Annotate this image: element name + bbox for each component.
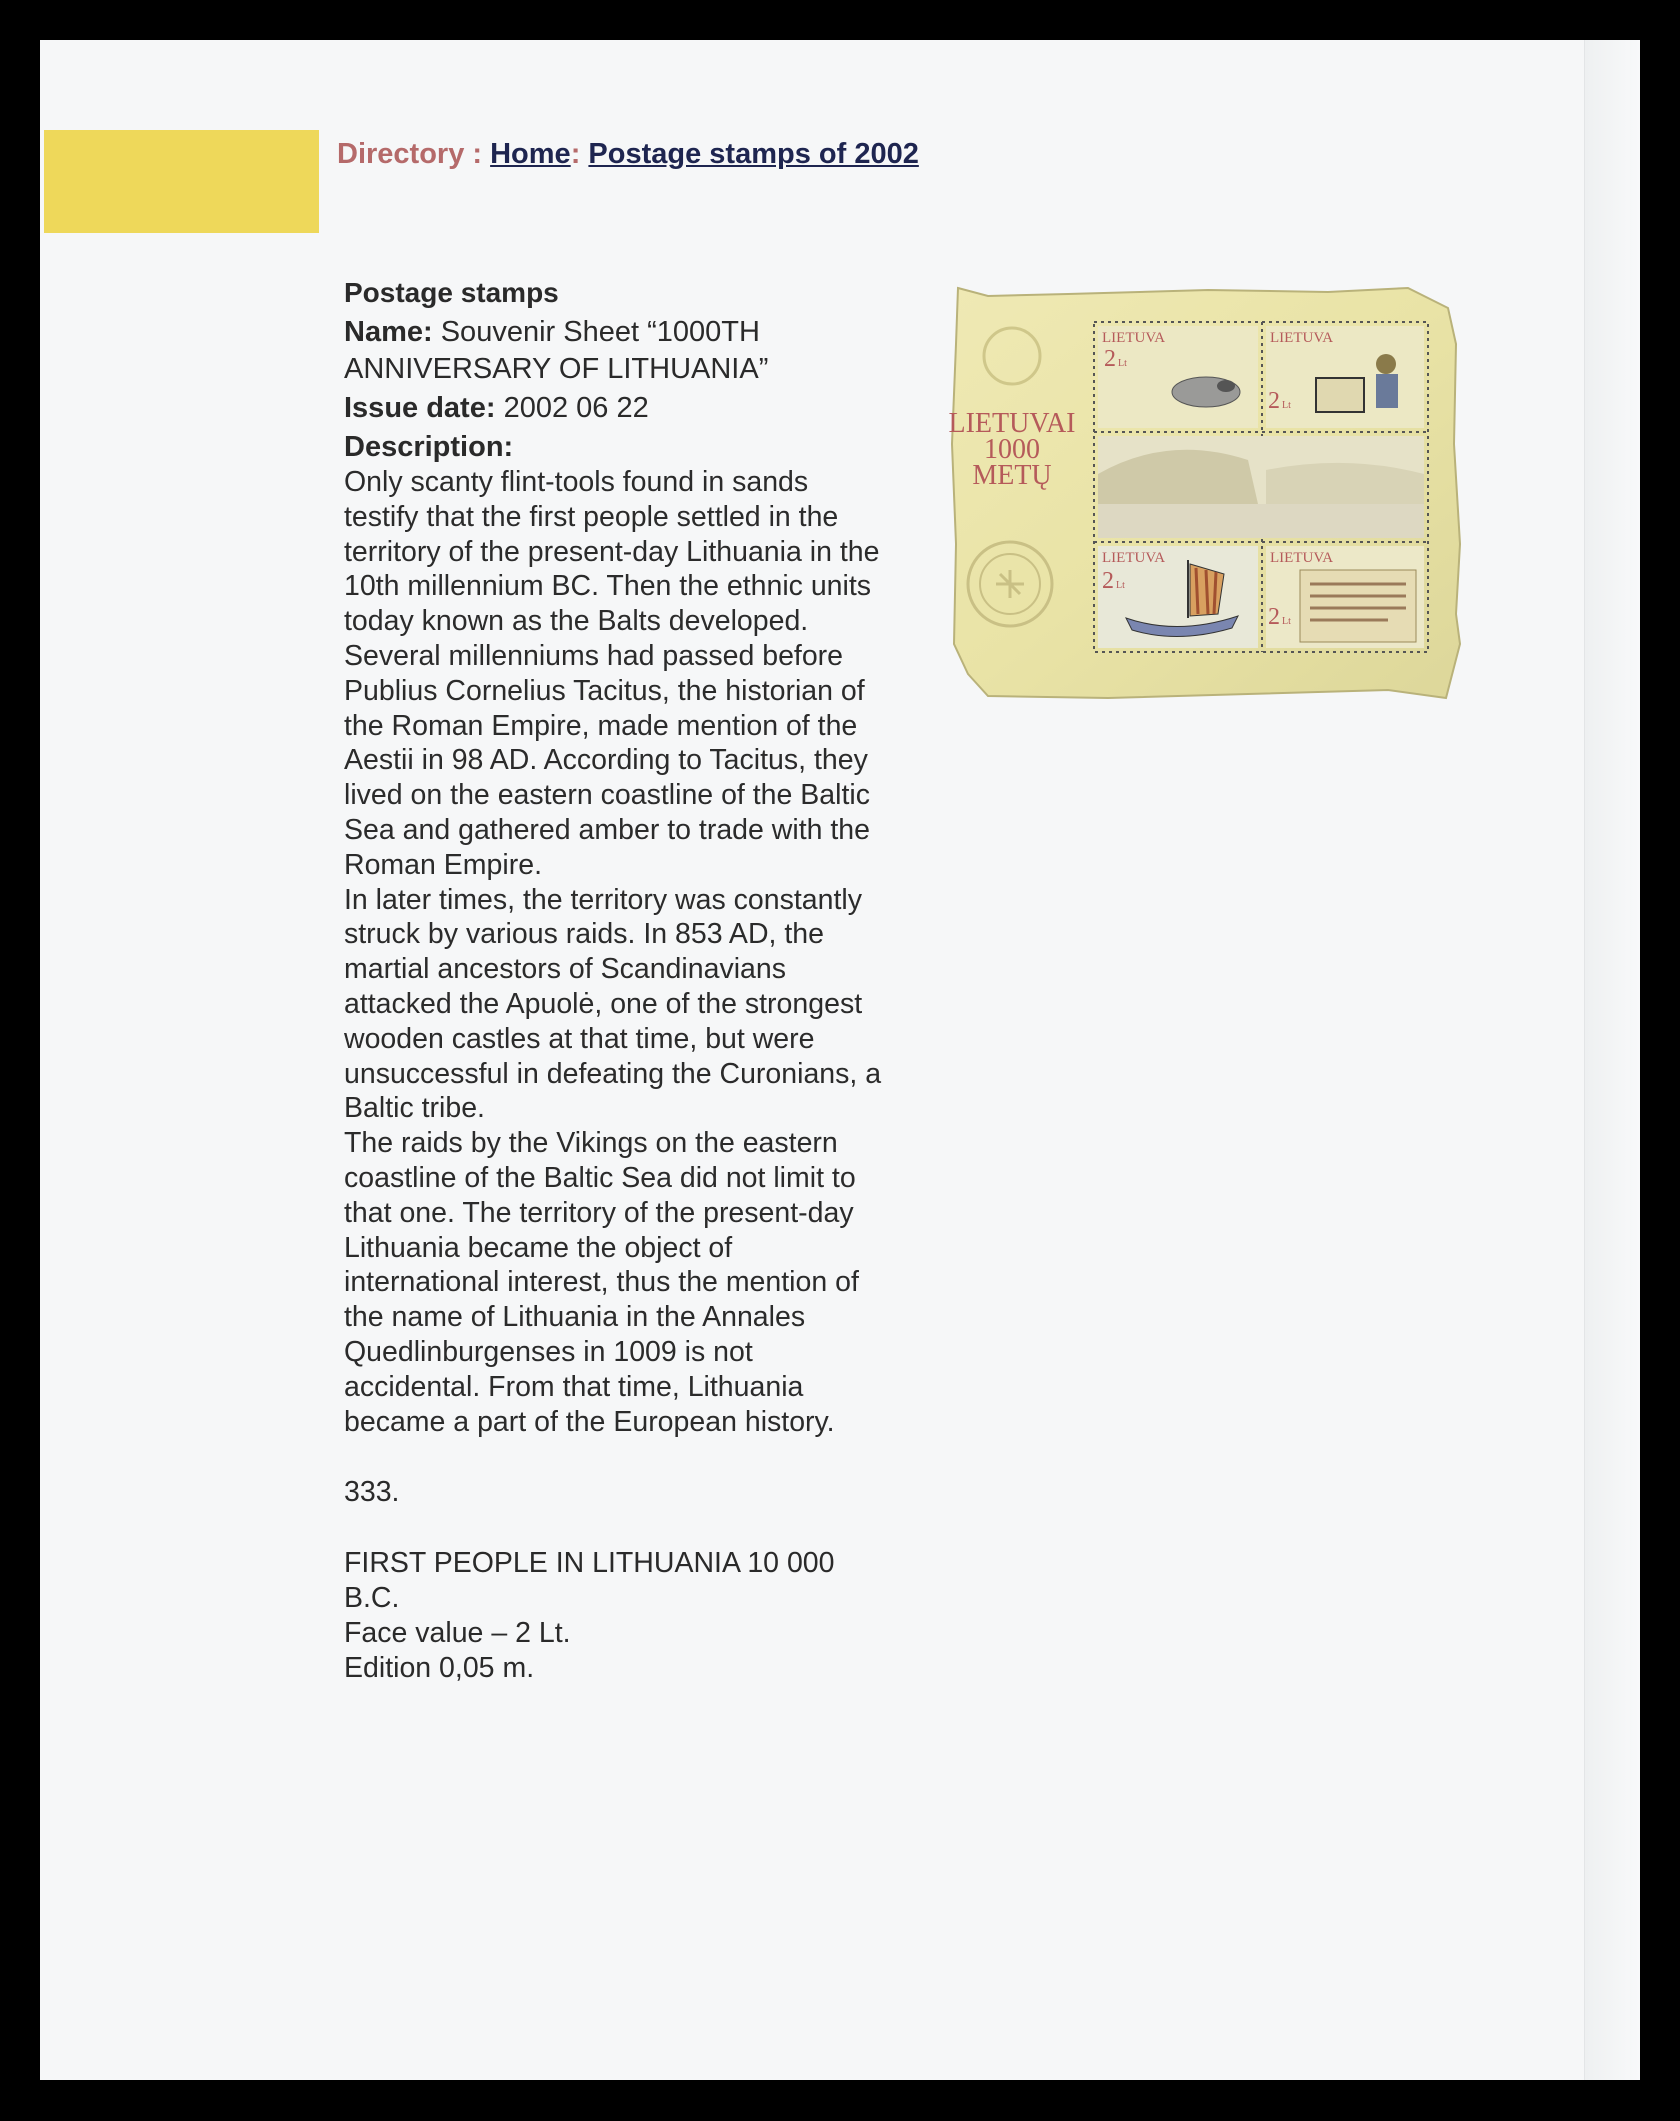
stamp-value: 2 — [1104, 346, 1116, 372]
stamp-country: LIETUVA — [1102, 330, 1166, 346]
stamp-note-line: Edition 0,05 m. — [344, 1651, 535, 1684]
landscape-panel — [1098, 436, 1424, 538]
stamp-number: 333. — [344, 1476, 400, 1509]
stamp-note-line: FIRST PEOPLE IN LITHUANIA 10 000 — [344, 1547, 835, 1580]
description-paragraph: In later times, the territory was constantly struck by various raids. In 853 AD, the martial ancestors of Scandinavians attacked the Apuolė, one of the strongest wooden castles at that time, but were unsuccessful in defeating the Curonians, a Baltic tribe. — [344, 883, 882, 1125]
souvenir-sheet-image — [948, 284, 1464, 702]
stamp-details — [344, 274, 944, 1685]
name-field — [344, 314, 944, 388]
desk-icon — [1316, 378, 1364, 412]
stamp-note-line: Face value – 2 Lt. — [344, 1616, 571, 1649]
stamp-value: 2 — [1268, 604, 1280, 630]
stamp-unit: Lt — [1282, 616, 1291, 627]
issue-date-field — [344, 390, 944, 427]
stamp-flint-tool — [1098, 326, 1258, 428]
stamp-notes — [344, 1475, 944, 1685]
stamp-viking-ship — [1098, 546, 1258, 648]
description-label: Description: — [344, 431, 514, 463]
stamp-manuscript — [1266, 546, 1424, 648]
stamp-unit: Lt — [1118, 358, 1127, 369]
stamp-note-line: B.C. — [344, 1581, 400, 1614]
issue-date-label: Issue date: — [344, 392, 496, 424]
issue-date-value: 2002 06 22 — [503, 392, 649, 424]
breadcrumb — [337, 138, 919, 171]
breadcrumb-prefix: Directory : — [337, 138, 483, 170]
breadcrumb-home-link[interactable]: Home — [490, 138, 571, 170]
description-paragraph: The raids by the Vikings on the eastern coastline of the Baltic Sea did not limit to that one. The territory of the present-day Lithuania became the object of international interest, thus the mention of the name of Lithuania in the Annales Quedlinburgenses in 1009 is not accidental. From that time, Lithuania became a part of the European history. — [344, 1127, 859, 1438]
description-body — [344, 465, 944, 1439]
sheet-title-line: METŲ — [972, 460, 1052, 491]
description-paragraph: Only scanty flint-tools found in sands testify that the first people settled in the territory of the present-day Lithuania in the 10th millennium BC. Then the ethnic units today known as the Balts developed. Several millenniums had passed before Publius Cornelius Tacitus, the historian of the Roman Empire, made mention of the Aestii in 98 AD. According to Tacitus, they lived on the eastern coastline of the Baltic Sea and gathered amber to trade with the Roman Empire. — [344, 466, 880, 881]
page-edge — [1584, 40, 1640, 2080]
stamp-value: 2 — [1268, 388, 1280, 414]
breadcrumb-separator: : — [570, 138, 581, 170]
accent-block — [44, 130, 319, 233]
breadcrumb-current-link[interactable]: Postage stamps of 2002 — [588, 138, 919, 170]
souvenir-sheet-svg — [948, 284, 1464, 702]
name-value: Souvenir Sheet “1000TH ANNIVERSARY OF LITHUANIA” — [344, 316, 769, 385]
stamp-country: LIETUVA — [1102, 550, 1166, 566]
name-label: Name: — [344, 316, 433, 348]
stamp-unit: Lt — [1116, 580, 1125, 591]
sheet-title-line: LIETUVAI — [948, 408, 1076, 439]
manuscript-icon — [1300, 570, 1416, 642]
sheet-title-line: 1000 — [984, 434, 1040, 465]
stamp-country: LIETUVA — [1270, 330, 1334, 346]
section-title: Postage stamps — [344, 277, 559, 308]
stamp-country: LIETUVA — [1270, 550, 1334, 566]
stamp-value: 2 — [1102, 568, 1114, 594]
stamp-unit: Lt — [1282, 400, 1291, 411]
stamp-scribe — [1266, 326, 1424, 428]
